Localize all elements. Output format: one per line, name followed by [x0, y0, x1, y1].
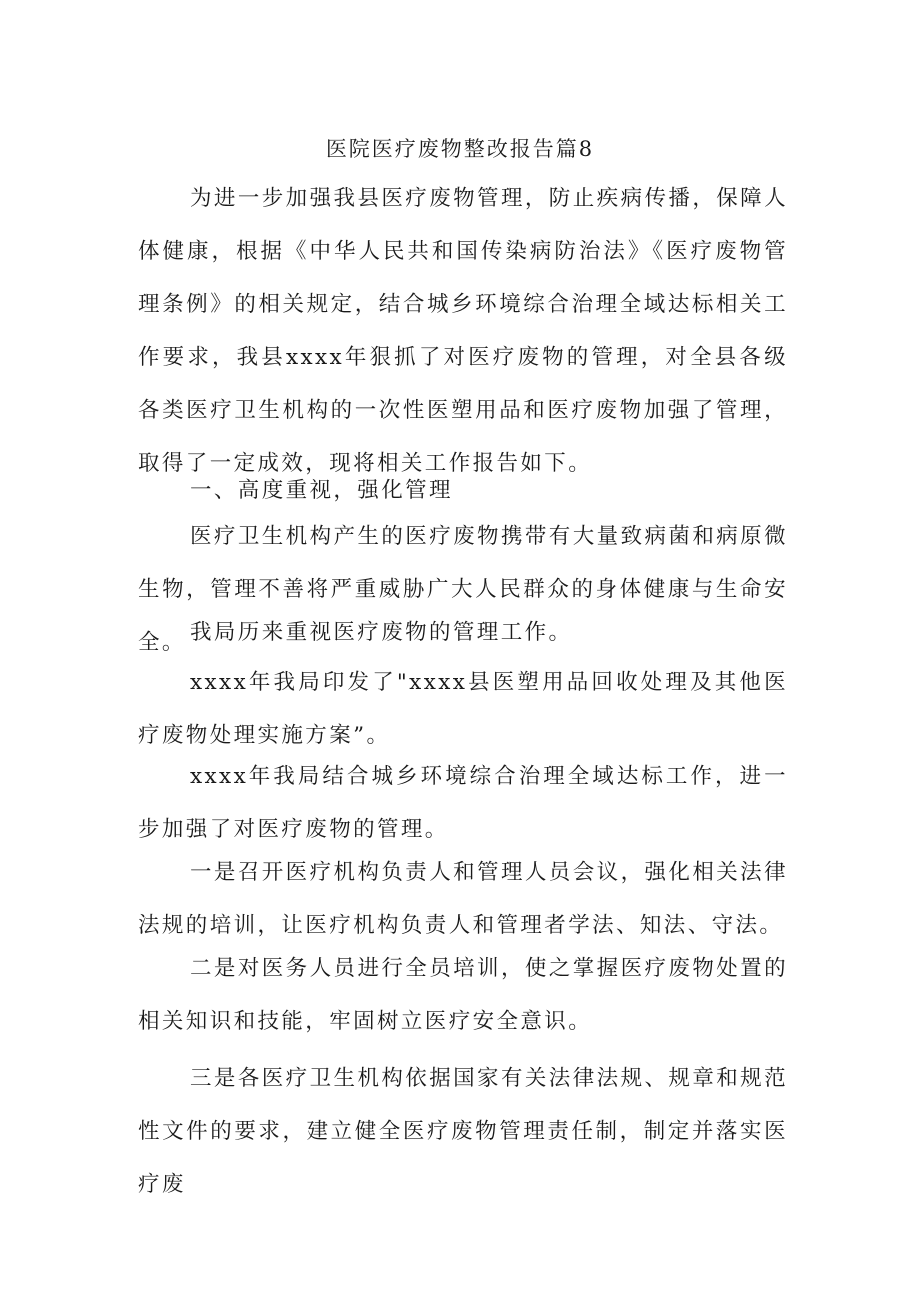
paragraph-risk: 医疗卫生机构产生的医疗废物携带有大量致病菌和病原微生物，管理不善将严重威胁广大人民群众的身体健康与生命安全。: [138, 524, 788, 655]
paragraph-measure-2: 二是对医务人员进行全员培训，使之掌握医疗废物处置的相关知识和技能，牢固树立医疗安全意识。: [138, 956, 788, 1034]
paragraph-strengthen: xxxx年我局结合城乡环境综合治理全域达标工作，进一步加强了对医疗废物的管理。: [138, 764, 788, 842]
paragraph-plan: xxxx年我局印发了"xxxx县医塑用品回收处理及其他医疗废物处理实施方案”。: [138, 670, 788, 748]
section-heading-1: 一、高度重视，强化管理: [190, 478, 453, 503]
paragraph-measure-1: 一是召开医疗机构负责人和管理人员会议，强化相关法律法规的培训，让医疗机构负责人和管理者学法、知法、守法。: [138, 860, 788, 938]
paragraph-measure-3: 三是各医疗卫生机构依据国家有关法律法规、规章和规范性文件的要求，建立健全医疗废物管理责任制，制定并落实医疗废: [138, 1066, 788, 1197]
paragraph-attention: 我局历来重视医疗废物的管理工作。: [190, 620, 573, 645]
document-title: 医院医疗废物整改报告篇8: [325, 137, 595, 161]
paragraph-intro: 为进一步加强我县医疗废物管理，防止疾病传播，保障人体健康，根据《中华人民共和国传染病防治法》《医疗废物管理条例》的相关规定，结合城乡环境综合治理全域达标相关工作要求，我县xxxx年狠抓了对医疗废物的管理，对全县各级各类医疗卫生机构的一次性医塑用品和医疗废物加强了管理，取得了一定成效，现将相关工作报告如下。: [138, 186, 788, 476]
